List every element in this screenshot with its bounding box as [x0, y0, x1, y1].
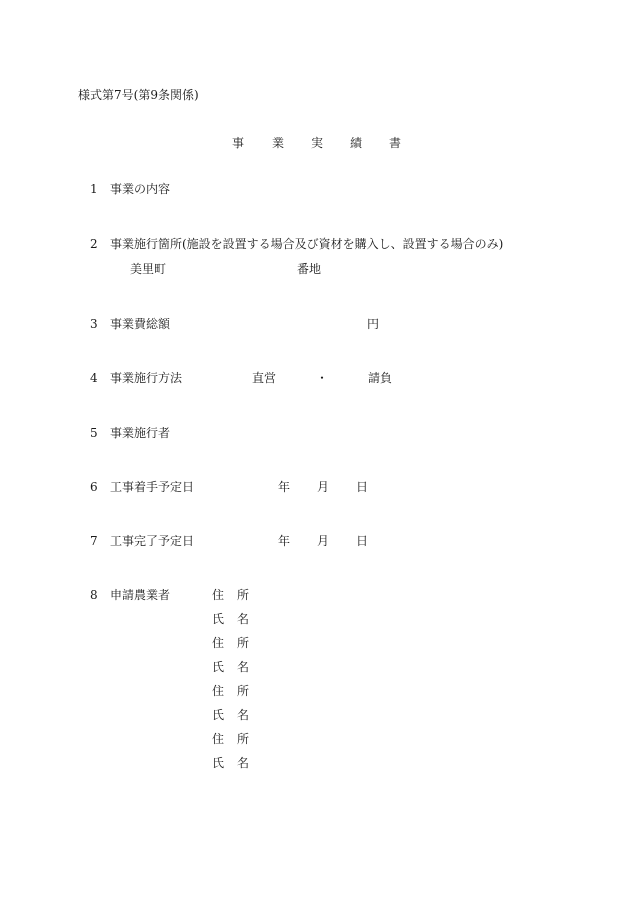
- year-label: 年: [278, 480, 291, 494]
- title-char: 書: [389, 136, 402, 150]
- item-number: 5: [90, 426, 98, 440]
- day-label: 日: [356, 480, 369, 494]
- method-option-contract: 請負: [368, 371, 393, 385]
- item-label: 事業の内容: [110, 182, 171, 196]
- year-label: 年: [278, 534, 291, 548]
- name-label-char: 氏: [212, 756, 225, 770]
- item-label: 申請農業者: [110, 588, 171, 602]
- address-label-char: 住: [212, 684, 225, 698]
- banchi-label: 番地: [297, 262, 322, 276]
- address-label-char: 所: [237, 732, 250, 746]
- name-label-char: 名: [237, 612, 250, 626]
- item-label: 事業施行者: [110, 426, 171, 440]
- yen-unit: 円: [367, 317, 380, 331]
- name-label-char: 氏: [212, 708, 225, 722]
- item-number: 8: [90, 588, 98, 602]
- month-label: 月: [317, 534, 330, 548]
- name-label-char: 氏: [212, 660, 225, 674]
- address-label-char: 所: [237, 588, 250, 602]
- address-label-char: 住: [212, 732, 225, 746]
- address-label-char: 住: [212, 588, 225, 602]
- month-label: 月: [317, 480, 330, 494]
- title-char: 実: [311, 136, 324, 150]
- form-number: 様式第7号(第9条関係): [78, 88, 199, 102]
- name-label-char: 氏: [212, 612, 225, 626]
- day-label: 日: [356, 534, 369, 548]
- item-number: 1: [90, 182, 98, 196]
- method-option-direct: 直営: [252, 371, 277, 385]
- address-label-char: 所: [237, 684, 250, 698]
- item-number: 2: [90, 237, 98, 251]
- address-label-char: 所: [237, 636, 250, 650]
- item-number: 6: [90, 480, 98, 494]
- address-label-char: 住: [212, 636, 225, 650]
- item-label: 工事着手予定日: [110, 480, 195, 494]
- name-label-char: 名: [237, 756, 250, 770]
- title-char: 績: [350, 136, 363, 150]
- title-char: 業: [272, 136, 285, 150]
- town-name: 美里町: [130, 262, 167, 276]
- name-label-char: 名: [237, 660, 250, 674]
- item-number: 7: [90, 534, 98, 548]
- name-label-char: 名: [237, 708, 250, 722]
- item-label: 事業施行方法: [110, 371, 183, 385]
- item-number: 3: [90, 317, 98, 331]
- item-number: 4: [90, 371, 98, 385]
- item-label: 工事完了予定日: [110, 534, 195, 548]
- item-label: 事業施行箇所(施設を設置する場合及び資材を購入し、設置する場合のみ): [110, 237, 504, 251]
- item-label: 事業費総額: [110, 317, 171, 331]
- method-separator: ・: [316, 371, 329, 385]
- title-char: 事: [232, 136, 245, 150]
